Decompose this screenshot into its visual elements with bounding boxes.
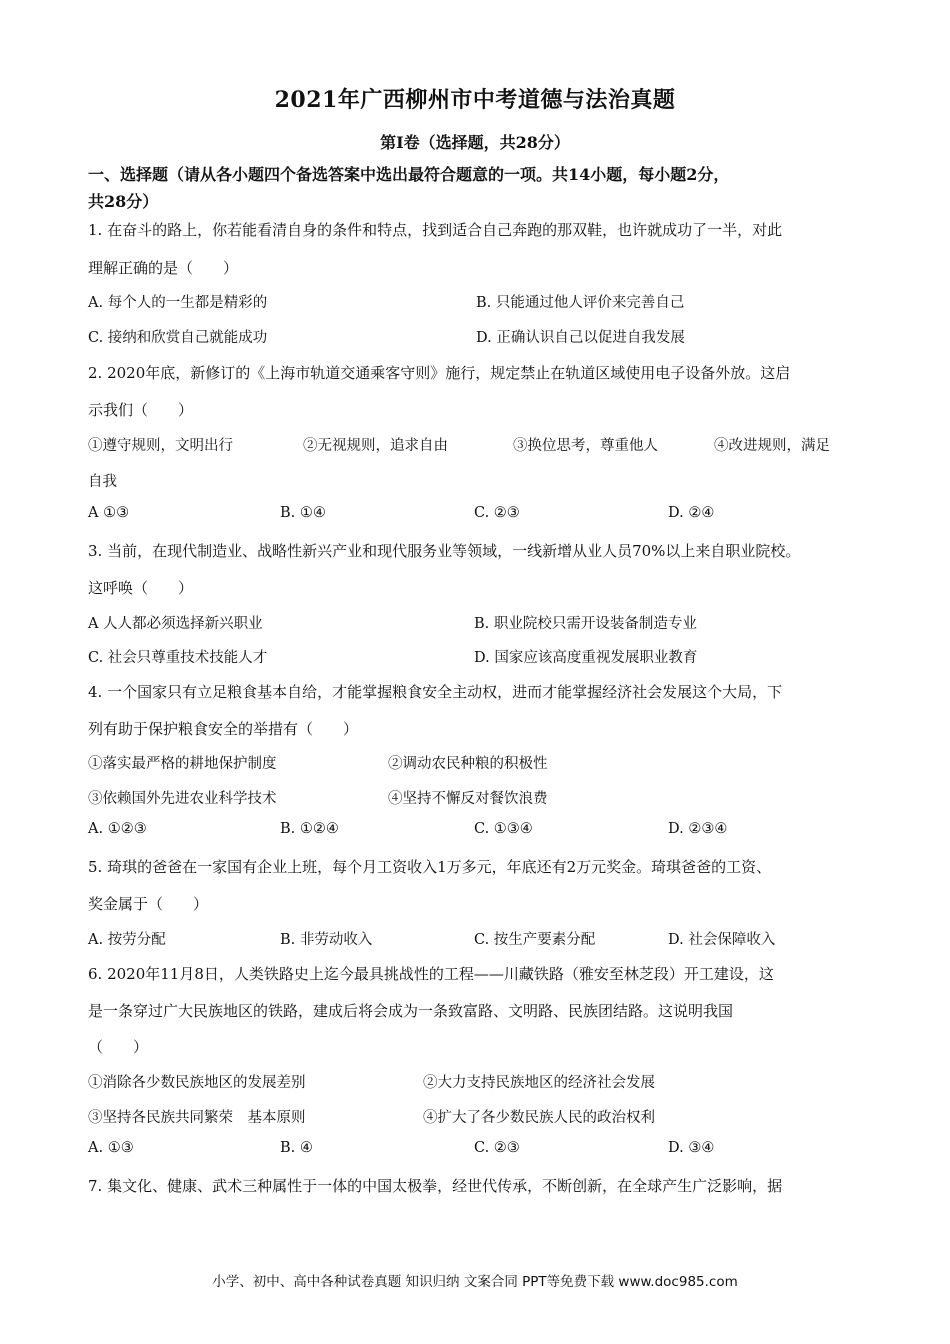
question-4-option-b[interactable]: B. ①②④ [280, 821, 339, 837]
question-6-option-a[interactable]: A. ①③ [88, 1140, 134, 1156]
question-4-item: ①落实最严格的耕地保护制度 [88, 756, 277, 772]
question-2-option-c[interactable]: C. ②③ [474, 505, 520, 521]
question-2-option-d[interactable]: D. ②④ [668, 505, 715, 521]
section-heading-line1: 一、选择题（请从各小题四个备选答案中选出最符合题意的一项。共14小题，每小题2分， [88, 165, 730, 184]
question-3-stem: 3. 当前，在现代制造业、战略性新兴产业和现代服务业等领域，一线新增从业人员70%以上来自职业院校。 [88, 542, 801, 560]
question-4-option-a[interactable]: A. ①②③ [88, 821, 147, 837]
question-3-stem: 这呼唤（ ） [88, 579, 194, 597]
question-7-stem: 7. 集文化、健康、武术三种属性于一体的中国太极拳，经世代传承，不断创新，在全球产生广泛影响，据 [88, 1177, 783, 1195]
question-6-item: ①消除各少数民族地区的发展差别 [88, 1075, 306, 1091]
question-1-option-b[interactable]: B. 只能通过他人评价来完善自己 [476, 295, 685, 311]
question-5-option-b[interactable]: B. 非劳动收入 [280, 932, 373, 948]
question-5-option-c[interactable]: C. 按生产要素分配 [474, 932, 596, 948]
question-6-item: ④扩大了各少数民族人民的政治权利 [423, 1110, 655, 1126]
question-5-option-a[interactable]: A. 按劳分配 [88, 932, 166, 948]
question-2-item-continued: 自我 [88, 474, 117, 490]
question-1-stem: 理解正确的是（ ） [88, 259, 239, 277]
question-6-option-b[interactable]: B. ④ [280, 1140, 313, 1156]
question-4-option-d[interactable]: D. ②③④ [668, 821, 728, 837]
question-6-stem: 6. 2020年11月8日，人类铁路史上迄今最具挑战性的工程——川藏铁路（雅安至林芝段）开工建设，这 [88, 965, 774, 983]
question-2-stem: 示我们（ ） [88, 401, 194, 419]
page-footer: 小学、初中、高中各种试卷真题 知识归纳 文案合同 PPT等免费下载 www.doc985.com [212, 1274, 738, 1290]
paper-subtitle: 第Ⅰ卷（选择题，共28分） [380, 133, 570, 152]
question-5-stem: 奖金属于（ ） [88, 895, 209, 913]
question-6-stem: 是一条穿过广大民族地区的铁路，建成后将会成为一条致富路、文明路、民族团结路。这说明我国 [88, 1002, 734, 1020]
question-6-option-d[interactable]: D. ③④ [668, 1140, 715, 1156]
question-5-option-d[interactable]: D. 社会保障收入 [668, 932, 776, 948]
question-1-option-a[interactable]: A. 每个人的一生都是精彩的 [88, 295, 268, 311]
question-4-item: ②调动农民种粮的积极性 [388, 756, 548, 772]
question-6-option-c[interactable]: C. ②③ [474, 1140, 520, 1156]
question-5-stem: 5. 琦琪的爸爸在一家国有企业上班，每个月工资收入1万多元，年底还有2万元奖金。琦琪爸爸的工资、 [88, 858, 772, 876]
page-title: 2021年广西柳州市中考道德与法治真题 [274, 87, 676, 113]
question-2-item: ②无视规则，追求自由 [303, 438, 448, 454]
question-2-option-a[interactable]: A ①③ [88, 505, 130, 521]
question-2-item: ④改进规则，满足 [714, 438, 830, 454]
question-4-option-c[interactable]: C. ①③④ [474, 821, 533, 837]
question-2-stem: 2. 2020年底，新修订的《上海市轨道交通乘客守则》施行，规定禁止在轨道区域使用电子设备外放。这启 [88, 364, 791, 382]
question-6-stem: （ ） [88, 1038, 149, 1056]
question-4-item: ④坚持不懈反对餐饮浪费 [388, 791, 548, 807]
question-4-item: ③依赖国外先进农业科学技术 [88, 791, 277, 807]
question-1-option-c[interactable]: C. 接纳和欣赏自己就能成功 [88, 330, 268, 346]
question-3-option-c[interactable]: C. 社会只尊重技术技能人才 [88, 650, 268, 666]
question-1-stem: 1. 在奋斗的路上，你若能看清自身的条件和特点，找到适合自己奔跑的那双鞋，也许就成功了一半，对此 [88, 221, 783, 239]
question-2-option-b[interactable]: B. ①④ [280, 505, 326, 521]
question-4-stem: 4. 一个国家只有立足粮食基本自给，才能掌握粮食安全主动权，进而才能掌握经济社会发展这个大局，下 [88, 683, 783, 701]
question-1-option-d[interactable]: D. 正确认识自己以促进自我发展 [476, 330, 685, 346]
question-3-option-b[interactable]: B. 职业院校只需开设装备制造专业 [474, 616, 697, 632]
question-2-item: ①遵守规则，文明出行 [88, 438, 233, 454]
question-3-option-a[interactable]: A 人人都必须选择新兴职业 [88, 616, 263, 632]
question-2-item: ③换位思考，尊重他人 [513, 438, 658, 454]
question-4-stem: 列有助于保护粮食安全的举措有（ ） [88, 720, 359, 738]
section-heading-line2: 共28分） [88, 192, 159, 211]
question-6-item: ②大力支持民族地区的经济社会发展 [423, 1075, 655, 1091]
question-6-item: ③坚持各民族共同繁荣 基本原则 [88, 1110, 306, 1126]
question-3-option-d[interactable]: D. 国家应该高度重视发展职业教育 [474, 650, 698, 666]
